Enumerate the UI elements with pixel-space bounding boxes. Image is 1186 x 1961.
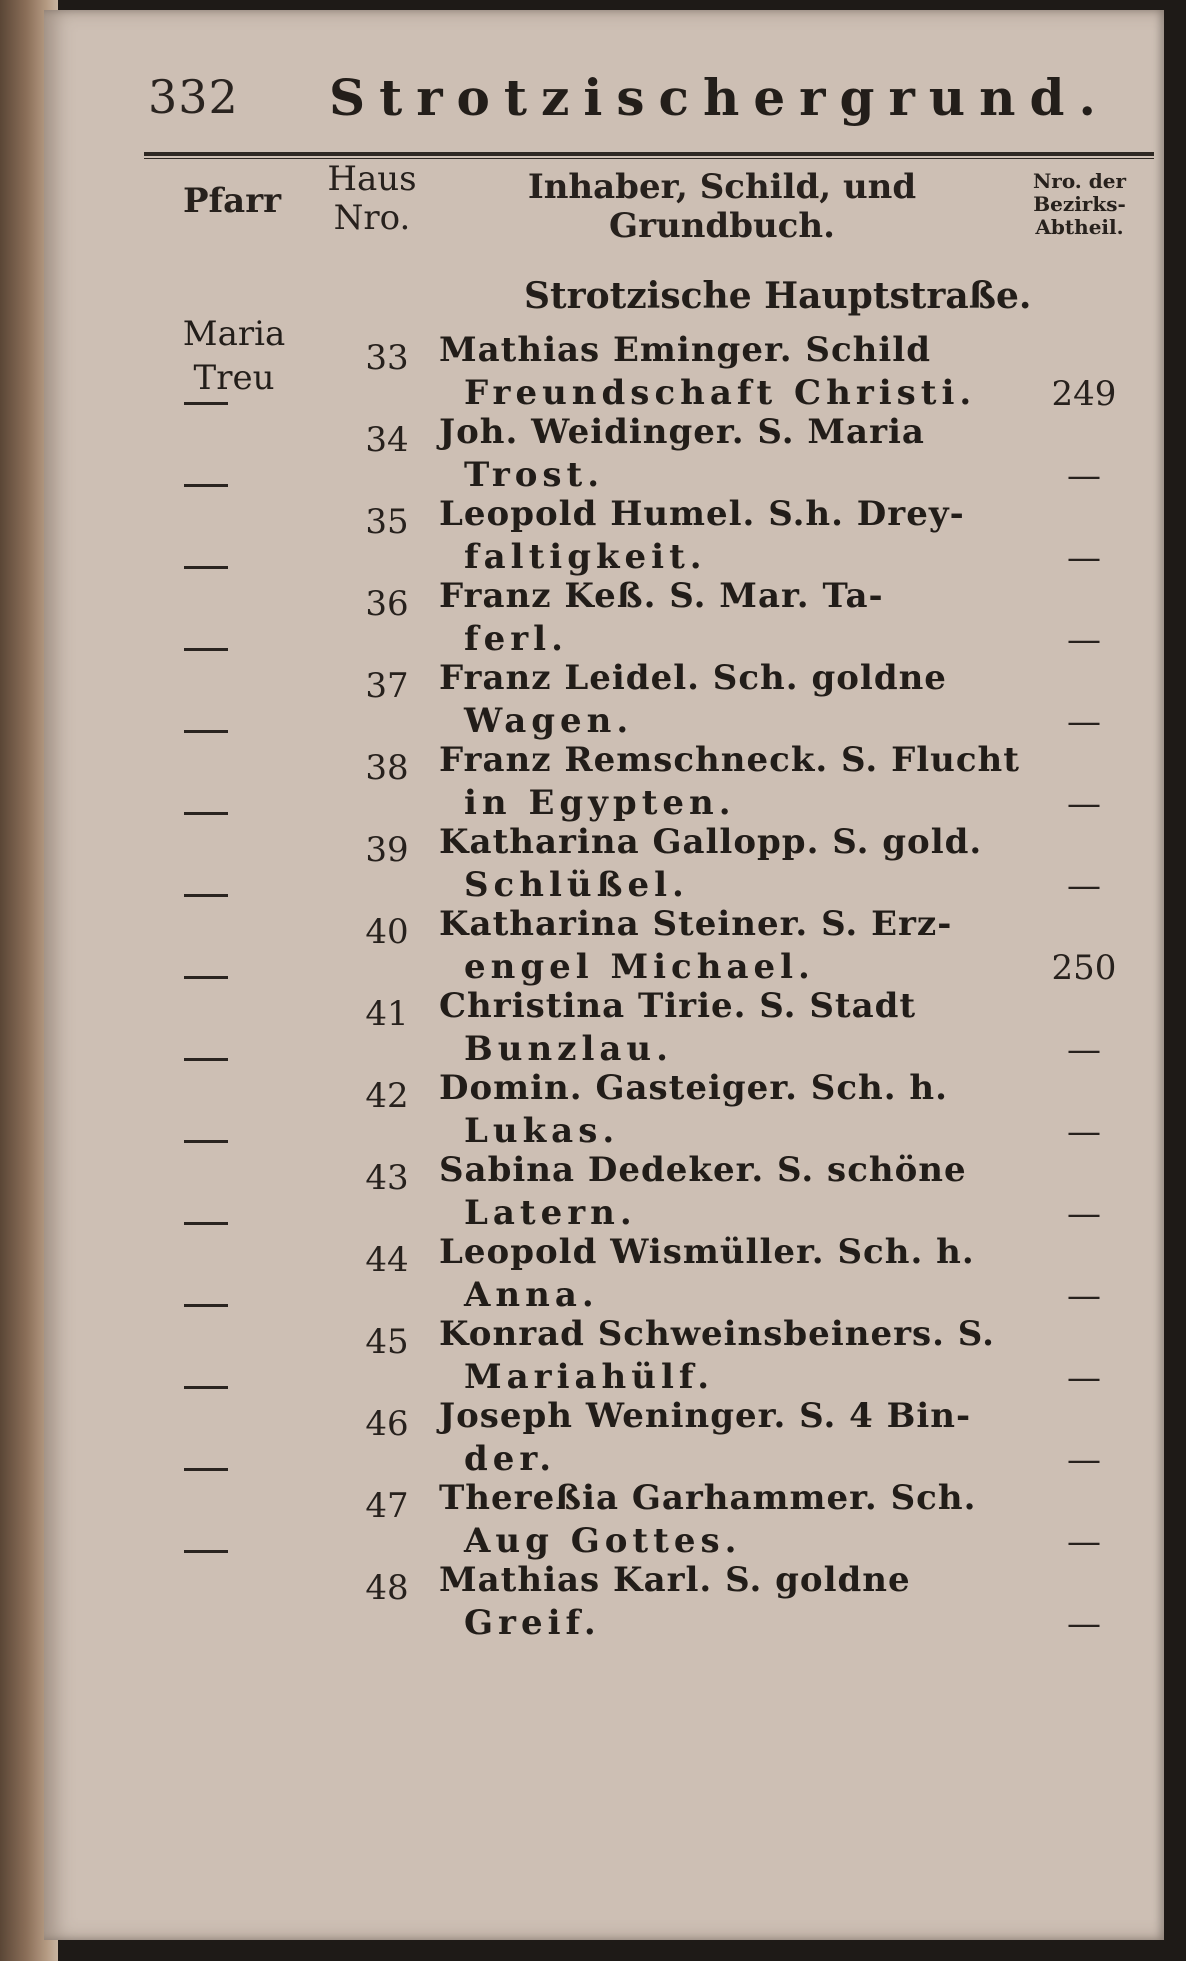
pfarr-name: Maria Treu — [182, 314, 286, 399]
list-item — [44, 484, 1164, 578]
district-number: 249 — [1051, 374, 1117, 414]
pfarr-ditto-dash — [184, 812, 228, 815]
district-number: — — [1067, 866, 1101, 906]
house-number: 35 — [365, 502, 409, 542]
sign-line: Wagen. — [464, 701, 634, 741]
sign-line: Latern. — [464, 1193, 637, 1233]
sign-line: Mariahülf. — [464, 1357, 715, 1397]
house-number: 37 — [365, 666, 409, 706]
sign-line: Bunzlau. — [464, 1029, 673, 1069]
house-number: 39 — [365, 830, 409, 870]
owner-line: Joh. Weidinger. S. Maria — [439, 412, 925, 452]
district-number: — — [1067, 1604, 1101, 1644]
owner-line: Mathias Karl. S. goldne — [439, 1560, 911, 1600]
header-rule — [144, 152, 1154, 156]
house-number: 43 — [365, 1158, 409, 1198]
sign-line: engel Michael. — [464, 947, 815, 987]
sign-line: Freundschaft Christi. — [464, 373, 977, 413]
owner-line: Mathias Eminger. Schild — [439, 330, 931, 370]
pfarr-ditto-dash — [184, 894, 228, 897]
house-number: 47 — [365, 1486, 409, 1526]
sign-line: Greif. — [464, 1603, 601, 1643]
pfarr-ditto-dash — [184, 484, 228, 487]
pfarr-ditto-dash — [184, 976, 228, 979]
owner-line: Franz Keß. S. Mar. Ta- — [439, 576, 884, 616]
column-header-inhaber: Inhaber, Schild, und Grundbuch. — [527, 167, 917, 247]
house-number: 45 — [365, 1322, 409, 1362]
district-number: — — [1067, 620, 1101, 660]
owner-line: Christina Tirie. S. Stadt — [439, 986, 917, 1026]
list-item — [44, 1222, 1164, 1316]
owner-line: Leopold Wismüller. Sch. h. — [439, 1232, 975, 1272]
house-number: 44 — [365, 1240, 409, 1280]
house-number: 41 — [365, 994, 409, 1034]
pfarr-ditto-dash — [184, 648, 228, 651]
list-item — [44, 1550, 1164, 1644]
house-number: 38 — [365, 748, 409, 788]
list-item — [44, 976, 1164, 1070]
list-item — [44, 730, 1164, 824]
list-item — [44, 1386, 1164, 1480]
house-number: 34 — [365, 420, 409, 460]
pfarr-ditto-dash — [184, 1468, 228, 1471]
sign-line: Anna. — [464, 1275, 599, 1315]
house-number: 33 — [365, 338, 409, 378]
district-number: — — [1067, 1030, 1101, 1070]
sign-line: Schlüßel. — [464, 865, 689, 905]
sign-line: der. — [464, 1439, 557, 1479]
house-number: 36 — [365, 584, 409, 624]
pfarr-ditto-dash — [184, 1222, 228, 1225]
house-number: 40 — [365, 912, 409, 952]
pfarr-ditto-dash — [184, 1386, 228, 1389]
sign-line: in Egypten. — [464, 783, 736, 823]
owner-line: Katharina Gallopp. S. gold. — [439, 822, 983, 862]
house-number: 42 — [365, 1076, 409, 1116]
column-header-haus-nro: Haus Nro. — [327, 159, 417, 239]
owner-line: Katharina Steiner. S. Erz- — [439, 904, 953, 944]
list-item — [44, 1140, 1164, 1234]
owner-line: Konrad Schweinsbeiners. S. — [439, 1314, 995, 1354]
column-header-pfarr: Pfarr — [182, 181, 282, 221]
owner-line: Franz Remschneck. S. Flucht — [439, 740, 1020, 780]
column-header-bezirk: Nro. der Bezirks-Abtheil. — [1033, 169, 1126, 239]
list-item — [44, 1304, 1164, 1398]
list-item — [44, 812, 1164, 906]
pfarr-ditto-dash — [184, 730, 228, 733]
district-number: — — [1067, 1358, 1101, 1398]
district-number: — — [1067, 1112, 1101, 1152]
pfarr-ditto-dash — [184, 566, 228, 569]
sign-line: Trost. — [464, 455, 605, 495]
pfarr-ditto-dash — [184, 1058, 228, 1061]
owner-line: Thereßia Garhammer. Sch. — [439, 1478, 977, 1518]
list-item — [44, 566, 1164, 660]
pfarr-ditto-dash — [184, 1550, 228, 1553]
district-number: — — [1067, 1522, 1101, 1562]
running-head: Strotzischergrund. — [329, 68, 1110, 127]
book-page — [44, 10, 1164, 1940]
list-item — [44, 1058, 1164, 1152]
sign-line: faltigkeit. — [464, 537, 707, 577]
owner-line: Domin. Gasteiger. Sch. h. — [439, 1068, 948, 1108]
owner-line: Sabina Dedeker. S. schöne — [439, 1150, 967, 1190]
sign-line: Aug Gottes. — [464, 1521, 742, 1561]
list-item — [44, 402, 1164, 496]
owner-line: Joseph Weninger. S. 4 Bin- — [439, 1396, 972, 1436]
pfarr-ditto-dash — [184, 1140, 228, 1143]
house-number: 48 — [365, 1568, 409, 1608]
district-number: — — [1067, 456, 1101, 496]
district-number: — — [1067, 538, 1101, 578]
pfarr-ditto-dash — [184, 402, 228, 405]
district-number: — — [1067, 702, 1101, 742]
list-item — [44, 894, 1164, 988]
street-heading: Strotzische Hauptstraße. — [524, 275, 1032, 317]
page-number: 332 — [148, 70, 239, 124]
pfarr-ditto-dash — [184, 1304, 228, 1307]
owner-line: Leopold Humel. S.h. Drey- — [439, 494, 965, 534]
list-item — [44, 320, 1164, 414]
sign-line: Lukas. — [464, 1111, 620, 1151]
header-rule-thin — [144, 158, 1154, 159]
district-number: — — [1067, 1276, 1101, 1316]
district-number: — — [1067, 1440, 1101, 1480]
list-item — [44, 1468, 1164, 1562]
district-number: 250 — [1051, 948, 1117, 988]
list-item — [44, 648, 1164, 742]
owner-line: Franz Leidel. Sch. goldne — [439, 658, 947, 698]
district-number: — — [1067, 784, 1101, 824]
district-number: — — [1067, 1194, 1101, 1234]
sign-line: ferl. — [464, 619, 568, 659]
house-number: 46 — [365, 1404, 409, 1444]
